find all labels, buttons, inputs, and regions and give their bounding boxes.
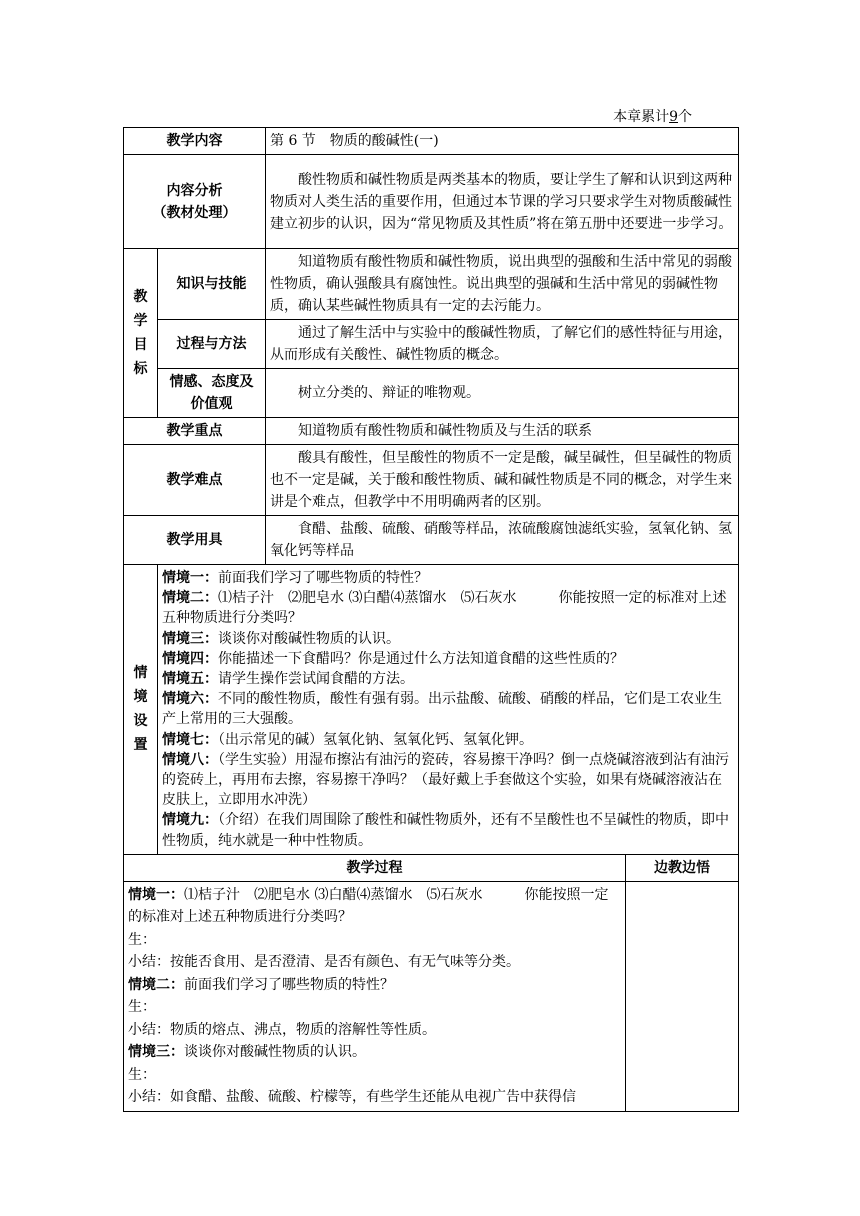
row-process-method <box>124 320 739 369</box>
label-emotion: 情感、态度及 价值观 <box>158 369 266 418</box>
situation-item: 情境七：（出示常见的碱）氢氧化钠、氢氧化钙、氢氧化钾。 <box>162 731 533 748</box>
row-difficulty <box>124 445 739 516</box>
value-process-method: 通过了解生活中与实验中的酸碱性物质，了解它们的感性特征与用途，从而形成有关酸性、碱性物质的概念。 <box>266 320 739 369</box>
row-tools <box>124 516 739 565</box>
label-reflection: 边教边悟 <box>626 854 739 881</box>
process-line: 小结：物质的熔点、沸点，物质的溶解性等性质。 <box>128 1021 436 1038</box>
situation-item: 情境六：不同的酸性物质，酸性有强有弱。出示盐酸、硫酸、硝酸的样品，它们是工农业生产上常用的三大强酸。 <box>162 691 722 728</box>
process-line: 生： <box>128 1066 156 1083</box>
situation-item: 情境五：请学生操作尝试闻食醋的方法。 <box>162 671 414 688</box>
process-content <box>124 881 626 1111</box>
label-focus: 教学重点 <box>124 418 266 445</box>
process-line: 情境三：谈谈你对酸碱性物质的认识。 <box>128 1044 366 1061</box>
reflection-cell <box>626 881 739 1111</box>
label-situations: 情 境 设 置 <box>124 565 158 855</box>
label-teaching-process: 教学过程 <box>124 854 626 881</box>
situations-list <box>158 565 739 855</box>
value-tools: 食醋、盐酸、硫酸、硝酸等样品，浓硫酸腐蚀滤纸实验，氢氧化钠、氢氧化钙等样品 <box>266 516 739 565</box>
label-content: 教学内容 <box>124 128 266 155</box>
process-line: 生： <box>128 999 156 1016</box>
row-situations <box>124 565 739 855</box>
label-knowledge: 知识与技能 <box>158 249 266 320</box>
value-emotion: 树立分类的、辩证的唯物观。 <box>266 369 739 418</box>
row-knowledge <box>124 249 739 320</box>
label-goals: 教 学 目 标 <box>124 249 158 418</box>
value-knowledge: 知道物质有酸性物质和碱性物质，说出典型的强酸和生活中常见的弱酸性物质，确认强酸具有腐蚀性。说出典型的强碱和生活中常见的弱碱性物质，确认某些碱性物质具有一定的去污能力。 <box>266 249 739 320</box>
situation-item: 情境一：前面我们学习了哪些物质的特性？ <box>162 570 428 586</box>
situation-item: 情境四：你能描述一下食醋吗？你是通过什么方法知道食醋的这些性质的？ <box>162 650 624 667</box>
situation-item: 情境八：（学生实验）用湿布擦沾有油污的瓷砖，容易擦干净吗？倒一点烧碱溶液到沾有油污的瓷砖上，再用布去擦，容易擦干净吗？（最好戴上手套做这个实验，如果有烧碱溶液沾在皮肤上，立即用水冲洗） <box>162 751 729 809</box>
situation-item: 情境三：谈谈你对酸碱性物质的认识。 <box>162 630 400 647</box>
row-analysis <box>124 155 739 249</box>
row-emotion <box>124 369 739 418</box>
process-line: 情境一：⑴桔子汁 ⑵肥皂水 ⑶白醋⑷蒸馏水 ⑸石灰水 你能按照一定的标准对上述五种物质进行分类吗？ <box>128 886 609 926</box>
row-content <box>124 128 739 155</box>
lesson-plan-table <box>123 127 739 1112</box>
value-difficulty: 酸具有酸性，但呈酸性的物质不一定是酸，碱呈碱性，但呈碱性的物质也不一定是碱，关于酸和酸性物质、碱和碱性物质是不同的概念，对学生来讲是个难点，但教学中不用明确两者的区别。 <box>266 445 739 516</box>
process-line: 小结：按能否食用、是否澄清、是否有颜色、有无气味等分类。 <box>128 954 520 971</box>
situation-item: 情境九：（介绍）在我们周围除了酸性和碱性物质外，还有不呈酸性也不呈碱性的物质，即中性物质，纯水就是一种中性物质。 <box>162 812 729 849</box>
label-analysis: 内容分析 （教材处理） <box>124 155 266 249</box>
process-line: 小结：如食醋、盐酸、硫酸、柠檬等，有些学生还能从电视广告中获得信 <box>128 1089 576 1106</box>
row-process-body <box>124 881 739 1111</box>
label-tools: 教学用具 <box>124 516 266 565</box>
process-line: 生： <box>128 931 156 948</box>
process-line: 情境二：前面我们学习了哪些物质的特性？ <box>128 976 394 993</box>
value-focus: 知道物质有酸性物质和碱性物质及与生活的联系 <box>266 418 739 445</box>
label-difficulty: 教学难点 <box>124 445 266 516</box>
situation-item: 情境二：⑴桔子汁 ⑵肥皂水 ⑶白醋⑷蒸馏水 ⑸石灰水 你能按照一定的标准对上述五种物质进行分类吗？ <box>162 590 727 627</box>
row-focus <box>124 418 739 445</box>
chapter-count: 本章累计9个 <box>613 109 692 125</box>
value-content: 第 6 节 物质的酸碱性(一) <box>266 128 739 155</box>
value-analysis: 酸性物质和碱性物质是两类基本的物质，要让学生了解和认识到这两种物质对人类生活的重要作用，但通过本节课的学习只要求学生对物质酸碱性建立初步的认识，因为“常见物质及其性质”将在第五册中还要进一步学习。 <box>266 155 739 249</box>
row-process-header <box>124 854 739 881</box>
label-process-method: 过程与方法 <box>158 320 266 369</box>
